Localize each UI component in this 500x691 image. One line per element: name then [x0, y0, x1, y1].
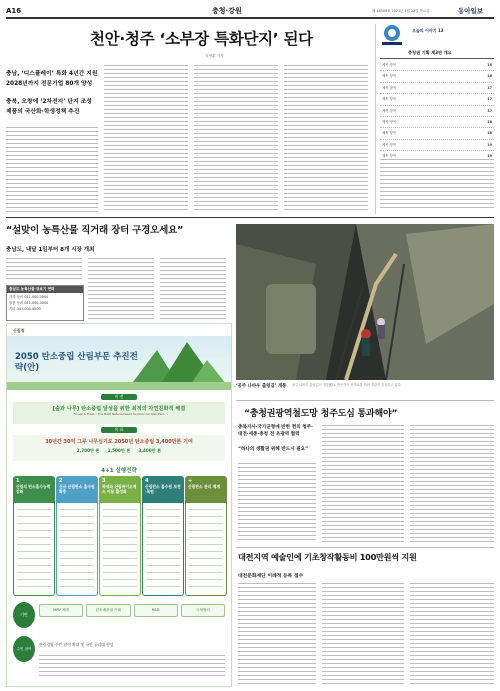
task-card-title: 목재와 산림바이오매스 이용 활성화 — [102, 484, 137, 494]
vision-label: 비 전 — [101, 394, 137, 400]
index-item-label: 제목 항목 — [382, 74, 397, 79]
infra-item: R&D — [134, 604, 178, 617]
story3-body-a — [238, 462, 316, 542]
section-rule — [6, 217, 494, 218]
tasks-title: 4+1 실행전략 — [101, 468, 137, 474]
task-card-title: 산림탄소 흡수원 보전·복원 — [145, 484, 181, 494]
story3-headline: “충청권광역철도망 청주도심 통과해야” — [244, 409, 398, 419]
index-item — [380, 140, 494, 151]
index-item-page: 17 — [487, 97, 492, 102]
task-card-body — [17, 507, 51, 589]
goal-box — [13, 435, 225, 461]
task-card-body — [146, 507, 180, 589]
task-cards — [13, 476, 225, 596]
ad-hero — [7, 336, 231, 390]
lead-subhead-2: 충북, 오창에 ‘2차전지’ 단지 조성 제품의 국산화·학생정책 추진 — [6, 99, 92, 115]
index-rule — [380, 58, 494, 59]
infra-item: MRV 체계 — [39, 604, 83, 617]
vision-box — [13, 402, 225, 424]
story2-body-a — [6, 257, 82, 282]
index-item-page: 19 — [487, 142, 492, 147]
story2-info-box — [6, 285, 84, 321]
ad-footer-text — [39, 654, 225, 678]
info-row: 가격 문의 041-000-0000 — [9, 295, 49, 299]
goal-value: 3,400만 톤 — [138, 448, 162, 453]
index-item-label: 제목 항목 — [382, 119, 397, 124]
info-row: 물품 문의 041-000-0000 — [9, 301, 49, 305]
lead-subhead-1: 충남, ‘디스플레이’ 특화 4년간 지원 2028년까지 전문기업 80개 양성 — [6, 71, 98, 87]
task-card-header — [57, 477, 97, 503]
story3-sub-1: 충북지사·국가균형에 반한 쩐의 청주·대전·세종·충청 전 초광역 협력 — [238, 425, 313, 437]
index-item-label: 제목 항목 — [382, 142, 397, 147]
task-card-title: 산림탄소 관리 체계 — [188, 484, 220, 489]
index-title: 충청권 기획 제3판 개요 — [408, 50, 452, 55]
task-card-title: 산림의 탄소흡수능력 강화 — [16, 484, 51, 494]
goal-values — [13, 448, 225, 454]
story4-sub: 대전문화재단 이례적 등록 접수 — [238, 574, 304, 579]
task-card — [13, 476, 55, 596]
lead-body-col2 — [104, 64, 188, 212]
index-item-page: 17 — [487, 108, 492, 113]
index-count: 오늘의 이야기 13 — [412, 28, 444, 33]
infra-item: 국제협력 — [181, 604, 225, 617]
index-body — [380, 158, 494, 210]
story2-headline: “설맞이 농특산물 직거래 장터 구경오세요” — [6, 225, 184, 236]
story4-body-a — [238, 582, 316, 684]
index-item-label: 제목 항목 — [382, 97, 397, 102]
photo-illustration — [236, 224, 494, 380]
ad-title: 2050 탄소중립 산림부문 추진전략(안) — [15, 352, 138, 373]
index-item — [380, 117, 494, 128]
index-item — [380, 71, 494, 82]
index-item-page: 16 — [487, 63, 492, 67]
story3-body-c — [410, 424, 494, 542]
task-card-body — [189, 507, 223, 589]
index-item-page: 16 — [487, 74, 492, 79]
task-card-header — [143, 477, 183, 503]
task-card-body — [60, 507, 94, 589]
lead-body-col1 — [6, 126, 98, 212]
vision-text: [숲과 나무] 탄소중립 달성을 위한 최적의 자연친화적 해결 — [52, 406, 186, 412]
index-item-label: 제목 항목 — [382, 154, 397, 159]
task-card-title: 신규 산림탄소 흡수원 확충 — [59, 484, 95, 494]
index-box — [380, 22, 494, 212]
task-card-number: 3 — [102, 478, 106, 484]
section-name: 충청·강원 — [212, 7, 242, 15]
task-card — [185, 476, 227, 596]
infra-items — [39, 604, 225, 617]
info-row: 기타 041-000-0000 — [9, 307, 41, 311]
logo-icon — [380, 24, 404, 46]
photo-caption-title: ‘공주 나바우 출렁길’ 개통 — [236, 384, 287, 389]
masthead: 동아일보 — [458, 7, 484, 15]
index-item-label: 제목 항목 — [382, 63, 397, 67]
story2-body-c — [160, 257, 226, 319]
story4-body-b — [322, 582, 404, 684]
goal-value: 1,500만 톤 — [107, 448, 131, 453]
photo-caption-text: 공주 나바우 출렁길이 개통됐다. 방문객이 산책로를 따라 경관을 감상하고 있다. — [292, 383, 402, 387]
channel-logo — [380, 24, 404, 46]
task-card-header — [100, 477, 140, 503]
index-item-page: 18 — [487, 119, 492, 124]
index-item-page: 19 — [487, 154, 492, 159]
page-number: A16 — [6, 7, 22, 15]
story3-rule — [236, 400, 494, 401]
goal-label: 목 표 — [101, 427, 137, 433]
infra-item: 탄소배출권 거래 — [86, 604, 130, 617]
forest-ad — [6, 323, 232, 687]
task-card — [99, 476, 141, 596]
task-card-number: 4 — [145, 478, 149, 484]
lead-body-col3 — [194, 64, 278, 212]
column-rule — [375, 24, 376, 214]
infra-label-2: 주민 참여 — [13, 636, 35, 662]
info-rows — [7, 293, 83, 313]
index-list — [380, 60, 494, 163]
story4-headline: 대전지역 예술인에 기초창작활동비 100만원씩 지원 — [238, 552, 417, 562]
infra-label: 기반 — [13, 602, 35, 628]
story2-subhead: 충남도, 내달 1일부터 8개 시장 개최 — [6, 247, 95, 253]
vision-sub: Forest & Trees : The Best Nature-based Solution for Net-Zero — [73, 412, 165, 416]
story3-sub-2: “하나의 생활권 위해 반드시 필요” — [238, 447, 309, 452]
story3-body-b — [322, 424, 404, 542]
task-card-body — [103, 507, 137, 589]
task-card — [56, 476, 98, 596]
info-box-title: 충남도 농축산물·장보기 연락 — [7, 286, 83, 293]
lead-body-col4 — [284, 64, 368, 212]
index-item-page: 18 — [487, 131, 492, 136]
story4-body-c — [410, 582, 494, 684]
index-item — [380, 83, 494, 94]
task-card-number: + — [188, 478, 193, 484]
header-rule — [6, 17, 494, 19]
task-card-number: 1 — [16, 478, 20, 484]
index-item — [380, 106, 494, 117]
lead-headline: 천안·청주 ‘소부장 특화단지’ 된다 — [90, 30, 313, 48]
task-card-header — [14, 477, 54, 503]
story4-rule — [236, 547, 494, 548]
story2-body-b — [88, 257, 154, 319]
index-item-label: 제목 항목 — [382, 108, 397, 113]
index-item — [380, 60, 494, 71]
task-card-number: 2 — [59, 478, 63, 484]
task-card-header — [186, 477, 226, 503]
trail-photo — [236, 224, 494, 380]
index-item — [380, 94, 494, 105]
task-card — [142, 476, 184, 596]
index-item-label: 제목 항목 — [382, 85, 397, 90]
index-item-page: 17 — [487, 85, 492, 90]
lead-byline: 지명훈 기자 — [205, 54, 224, 58]
ad-brand: 산림청 — [13, 328, 25, 333]
goal-value: 2,700만 톤 — [76, 448, 100, 453]
infra-text-2: 산림경영 주민 참여 확대 및 국민 공감대 형성 — [39, 642, 114, 647]
goal-text: 30년간 30억 그루 나무심기로 2050년 탄소중립 3,400만톤 기여 — [45, 439, 193, 445]
issue-date: 제 16509호 2021년 1월 28일 목요일 — [372, 9, 430, 13]
index-item-label: 제목 항목 — [382, 131, 397, 136]
index-item — [380, 128, 494, 139]
